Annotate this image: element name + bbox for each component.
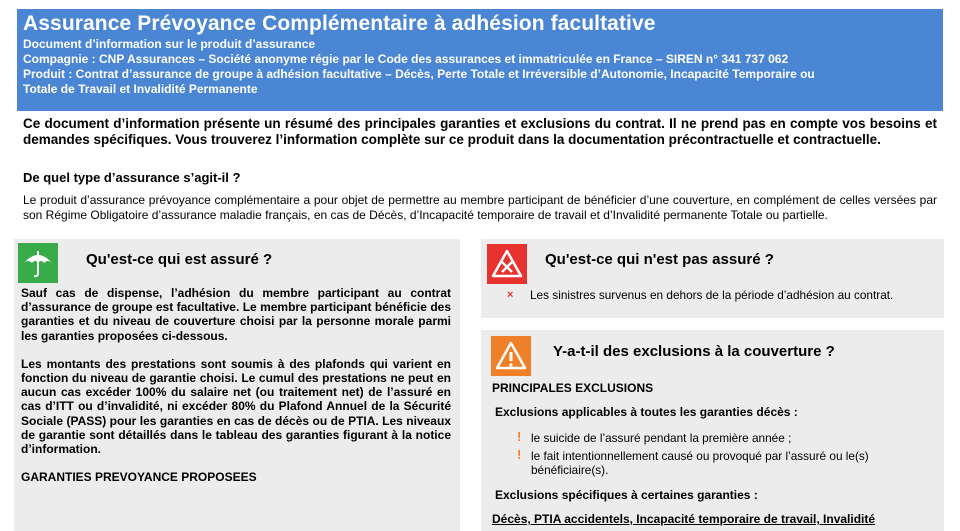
exclusion-item-text: le fait intentionnellement causé ou provoqué par l’assuré ou le(s) bénéficiaire(s).: [531, 449, 869, 477]
header-banner: [17, 9, 943, 111]
covered-body: [21, 286, 451, 484]
company-info: Compagnie : CNP Assurances – Société anonyme régie par le Code des assurances et immatriculée en France – SIREN n° 341 737 062: [23, 52, 789, 66]
not-covered-title: Qu'est-ce qui n'est pas assuré ?: [545, 251, 774, 268]
covered-paragraph-1: Sauf cas de dispense, l’adhésion du membre participant au contrat d’assurance de groupe est facultative. Le membre participant bénéficie des garanties et du niveau de couverture choisi par la personne morale parmi les garanties proposées ci-dessous.: [21, 286, 451, 343]
insurance-type-question: De quel type d’assurance s’agit-il ?: [23, 170, 241, 185]
intro-paragraph: Ce document d’information présente un résumé des principales garanties et exclusions du contrat. Il ne prend pas en compte vos besoins et demandes spécifiques. Vous trouverez l’information complète sur ce produit dans la documentation précontractuelle et contractuelle.: [23, 116, 937, 147]
main-exclusions-heading: PRINCIPALES EXCLUSIONS: [492, 381, 654, 395]
exclusion-item: [517, 449, 927, 477]
warning-cross-icon: [487, 244, 527, 284]
exclusion-item: [517, 431, 927, 445]
document-label: Document d’information sur le produit d’assurance: [23, 37, 316, 51]
umbrella-icon: [18, 243, 58, 283]
exclamation-icon: !: [517, 447, 522, 462]
product-info-line1: Produit : Contrat d’assurance de groupe à adhésion facultative – Décès, Perte Totale et Irréversible d’Autonomie, Incapacité Temporaire ou: [23, 67, 815, 81]
not-covered-item: [507, 288, 927, 302]
covered-title: Qu'est-ce qui est assuré ?: [86, 251, 273, 268]
exclusions-panel: [481, 330, 944, 531]
covered-paragraph-2: Les montants des prestations sont soumis à des plafonds qui varient en fonction du niveau de garantie choisi. Le cumul des prestations ne peut en aucun cas excéder 100% du salaire net (ou traitement net) de l’assuré en cas d’ITT ou d’invalidité, ni excéder 80% du Plafond Annuel de la Sécurité Sociale (PASS) pour les garanties en cas de décès ou de PTIA. Les niveaux de garantie sont détaillés dans le tableau des garanties figurant à la notice d’information.: [21, 356, 451, 457]
specific-exclusions-heading: Exclusions spécifiques à certaines garanties :: [495, 488, 758, 502]
exclamation-warning-icon: [491, 336, 531, 376]
insurance-type-description: Le produit d’assurance prévoyance complémentaire a pour objet de permettre au membre participant de bénéficier d’une couverture, en complément de celles versées par son Régime Obligatoire d’assurance maladie français, en cas de Décès, d’Incapacité temporaire de travail et d’Invalidité permanente Totale ou partielle.: [23, 193, 937, 222]
cross-icon: ×: [507, 289, 514, 301]
exclamation-icon: !: [517, 429, 522, 444]
document-title: Assurance Prévoyance Complémentaire à adhésion facultative: [23, 12, 656, 35]
death-exclusions-heading: Exclusions applicables à toutes les garanties décès :: [495, 405, 798, 419]
specific-exclusions-subheading: Décès, PTIA accidentels, Incapacité temporaire de travail, Invalidité: [492, 512, 876, 526]
exclusion-item-text: le suicide de l’assuré pendant la première année ;: [531, 431, 792, 445]
exclusions-title: Y-a-t-il des exclusions à la couverture ?: [553, 343, 835, 360]
covered-panel: [14, 239, 460, 531]
product-info-line2: Totale de Travail et Invalidité Permanente: [23, 82, 258, 96]
not-covered-item-text: Les sinistres survenus en dehors de la période d’adhésion au contrat.: [530, 288, 894, 302]
not-covered-panel: [481, 239, 944, 318]
guarantees-subheading: GARANTIES PREVOYANCE PROPOSEES: [21, 470, 257, 485]
